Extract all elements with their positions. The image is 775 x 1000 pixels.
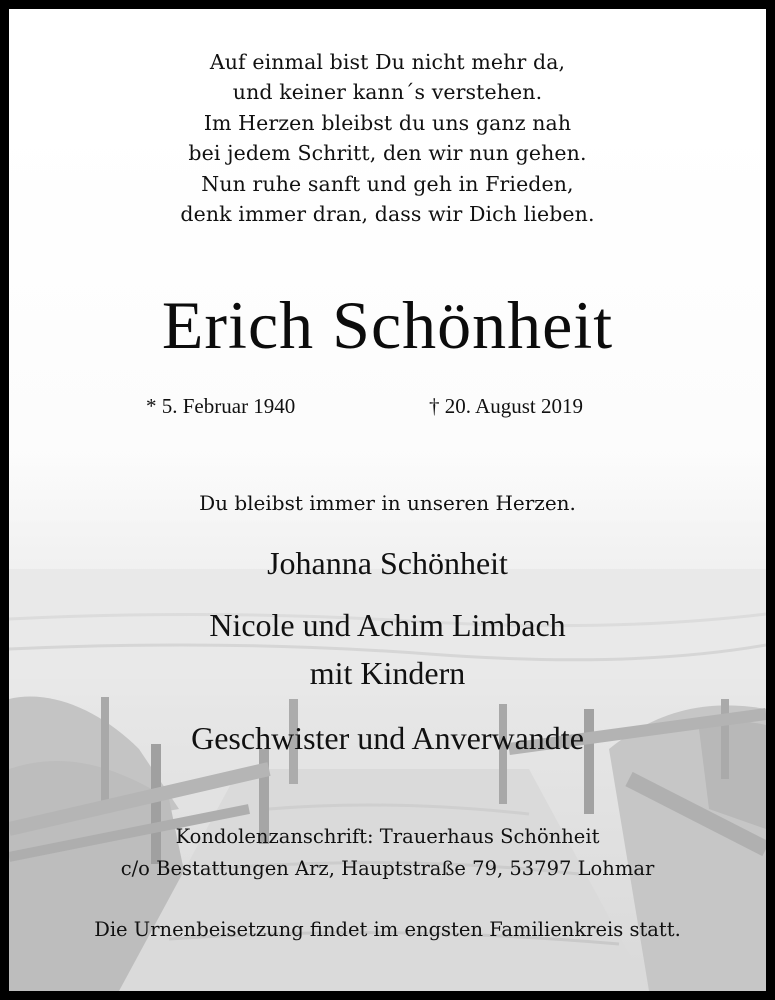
address-line: Kondolenzanschrift: Trauerhaus Schönheit [175,825,600,848]
death-date: † 20. August 2019 [429,394,584,418]
mourner-line: Nicole und Achim Limbach [209,607,566,643]
mourner-line: Johanna Schönheit [267,545,508,581]
poem-line: denk immer dran, dass wir Dich lieben. [180,202,595,227]
poem [9,47,766,229]
deceased-name: Erich Schönheit [161,287,614,363]
condolence-address [9,821,766,885]
mourner-line: Geschwister und Anverwandte [191,720,584,756]
poem-line: und keiner kann´s verstehen. [232,80,543,105]
poem-line: Nun ruhe sanft und geh in Frieden, [201,171,574,196]
obituary-text [9,9,766,991]
burial-notice: Die Urnenbeisetzung findet im engsten Familienkreis statt. [94,918,681,941]
poem-line: Auf einmal bist Du nicht mehr da, [209,50,566,74]
poem-line: bei jedem Schritt, den wir nun gehen. [188,141,587,166]
address-line: c/o Bestattungen Arz, Hauptstraße 79, 53797 Lohmar [120,857,655,880]
birth-date: * 5. Februar 1940 [146,394,296,418]
poem-line: Im Herzen bleibst du uns ganz nah [203,110,572,135]
mourner-line: mit Kindern [309,655,466,691]
motto: Du bleibst immer in unseren Herzen. [199,491,576,515]
